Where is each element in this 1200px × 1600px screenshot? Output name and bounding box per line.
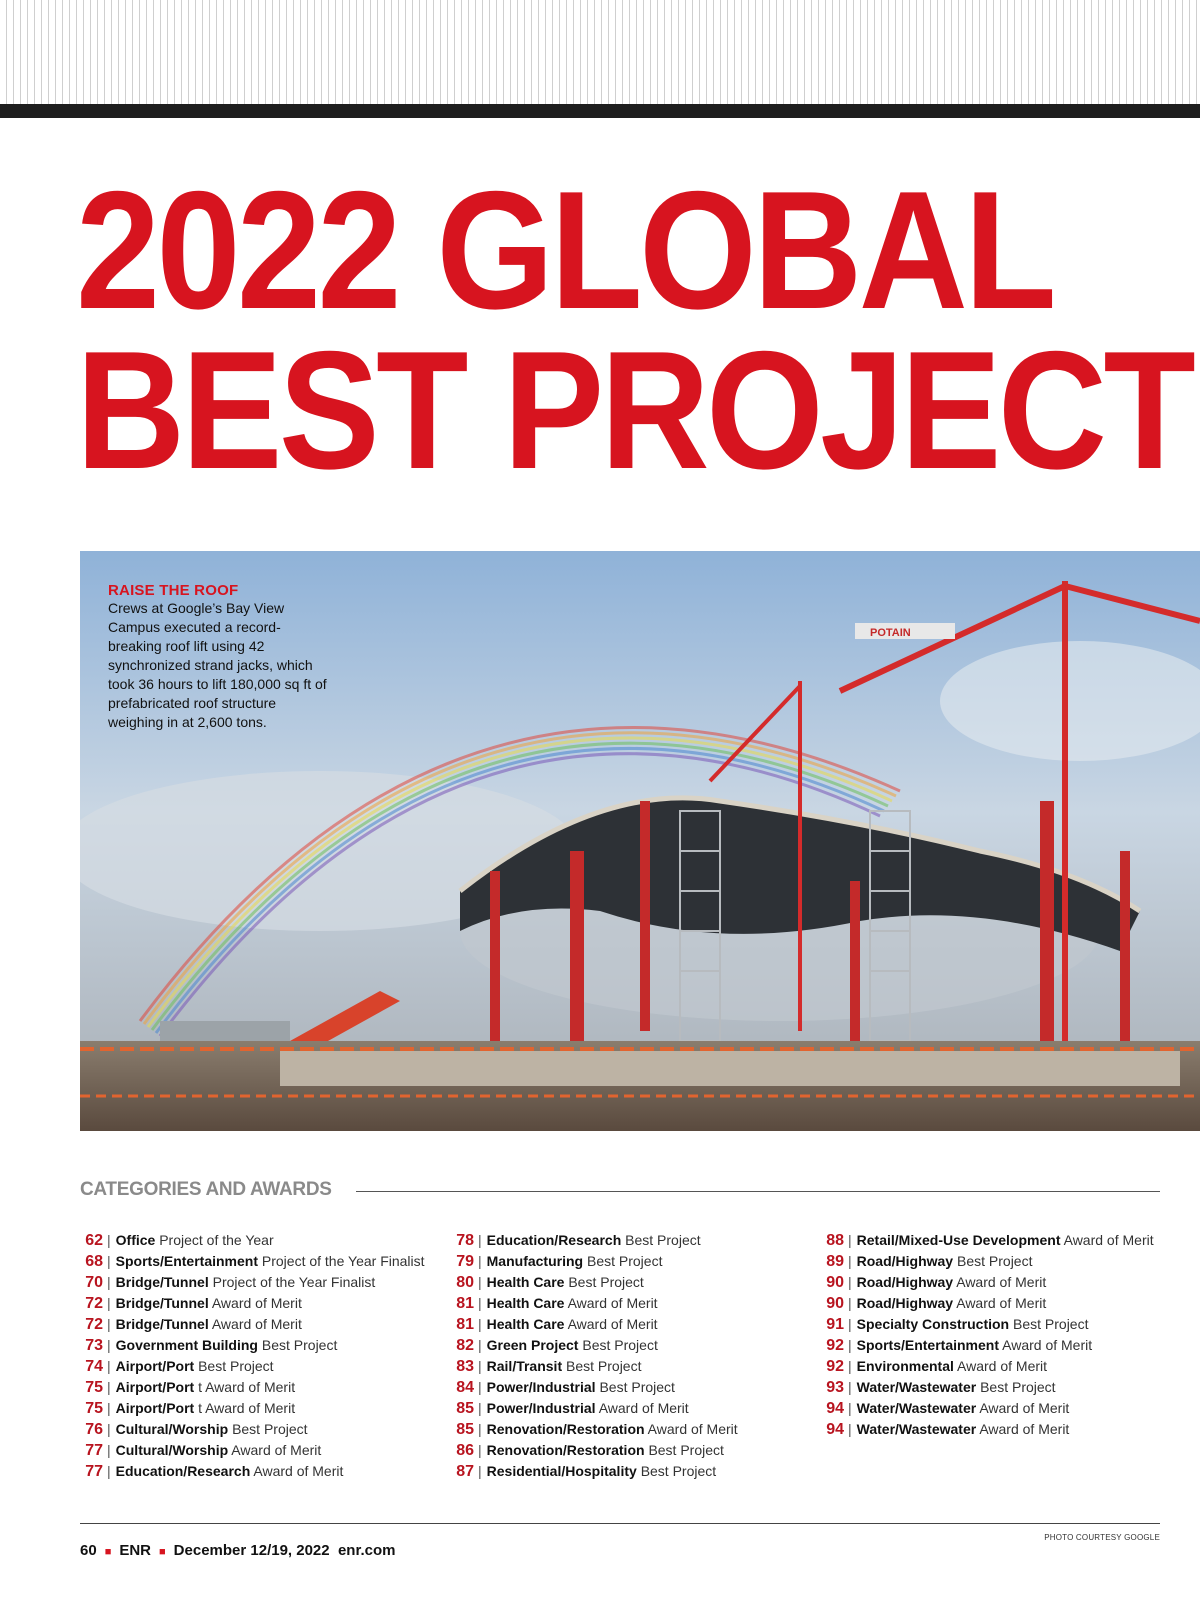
entry-page-number: 85 (456, 1421, 474, 1438)
entry-page-number: 84 (456, 1379, 474, 1396)
entry-separator: | (478, 1316, 482, 1332)
entry-award: Best Project (1013, 1316, 1089, 1332)
entry-category: Office (115, 1232, 156, 1248)
entry-page-number: 82 (456, 1337, 474, 1354)
entry-separator: | (848, 1274, 852, 1290)
entry-award: Best Project (261, 1337, 338, 1353)
entry-award: Best Project (198, 1358, 274, 1374)
entry-page-number: 75 (85, 1379, 103, 1396)
category-entry (79, 1314, 449, 1335)
entry-category: Specialty Construction (856, 1316, 1010, 1332)
entry-separator: | (478, 1379, 482, 1395)
category-entry (79, 1461, 449, 1482)
entry-award: Best Project (582, 1337, 658, 1353)
entry-award: Award of Merit (231, 1442, 322, 1458)
category-entry (450, 1251, 820, 1272)
entry-separator: | (848, 1421, 852, 1437)
entry-award: Award of Merit (647, 1421, 738, 1437)
entry-separator: | (107, 1379, 111, 1395)
category-entry (820, 1398, 1190, 1419)
category-entry (450, 1335, 820, 1356)
photo-caption (108, 582, 328, 732)
entry-page-number: 75 (85, 1400, 103, 1417)
entry-separator: | (107, 1232, 111, 1248)
entry-page-number: 79 (456, 1253, 474, 1270)
entry-page-number: 91 (826, 1316, 844, 1333)
entry-award: Award of Merit (1002, 1337, 1093, 1353)
separator-icon: ■ (159, 1546, 166, 1558)
entry-category: Health Care (486, 1295, 565, 1311)
entry-award: Award of Merit (979, 1400, 1070, 1416)
entry-award: Award of Merit (956, 1274, 1047, 1290)
entry-award: Award of Merit (598, 1400, 689, 1416)
footer-rule (80, 1523, 1160, 1524)
entry-page-number: 80 (456, 1274, 474, 1291)
category-entry (450, 1230, 820, 1251)
entry-page-number: 73 (85, 1337, 103, 1354)
entry-separator: | (107, 1442, 111, 1458)
category-entry (450, 1461, 820, 1482)
entry-category: Education/Research (115, 1463, 251, 1479)
page-folio (80, 1542, 396, 1559)
header-rule (0, 104, 1200, 118)
entry-separator: | (107, 1274, 111, 1290)
entry-category: Health Care (486, 1316, 565, 1332)
entry-award: Best Project (648, 1442, 724, 1458)
entry-page-number: 76 (85, 1421, 103, 1438)
entry-award: t Award of Merit (198, 1379, 296, 1395)
entry-separator: | (848, 1358, 852, 1374)
entry-page-number: 86 (456, 1442, 474, 1459)
entry-separator: | (107, 1400, 111, 1416)
entry-category: Cultural/Worship (115, 1442, 229, 1458)
entry-page-number: 93 (826, 1379, 844, 1396)
category-entry (450, 1398, 820, 1419)
caption-title: RAISE THE ROOF (108, 582, 239, 599)
entry-category: Green Project (486, 1337, 579, 1353)
entry-award: Best Project (957, 1253, 1033, 1269)
entry-category: Residential/Hospitality (486, 1463, 637, 1479)
category-entry (79, 1230, 449, 1251)
website-link[interactable]: enr.com (337, 1542, 396, 1559)
category-entry (79, 1377, 449, 1398)
entry-separator: | (107, 1316, 111, 1332)
entry-page-number: 94 (826, 1421, 844, 1438)
entry-category: Environmental (856, 1358, 954, 1374)
entry-category: Manufacturing (486, 1253, 584, 1269)
entry-category: Water/Wastewater (856, 1400, 977, 1416)
crane-brand-label: POTAIN (870, 627, 911, 639)
entry-page-number: 70 (85, 1274, 103, 1291)
category-entry (450, 1272, 820, 1293)
category-entry (820, 1272, 1190, 1293)
entry-separator: | (478, 1232, 482, 1248)
category-entry (450, 1419, 820, 1440)
category-entry (79, 1251, 449, 1272)
entry-category: Renovation/Restoration (486, 1421, 645, 1437)
entry-category: Bridge/Tunnel (115, 1295, 209, 1311)
entry-award: Best Project (566, 1358, 642, 1374)
entry-page-number: 83 (456, 1358, 474, 1375)
entry-separator: | (848, 1295, 852, 1311)
categories-column-3 (820, 1230, 1190, 1440)
entry-separator: | (848, 1232, 852, 1248)
headline-line-2: BEST PROJECT (76, 316, 1193, 504)
entry-page-number: 81 (456, 1316, 474, 1333)
entry-category: Road/Highway (856, 1253, 954, 1269)
caption-body: Crews at Google’s Bay View Campus executed a record-breaking roof lift using 42 synchronized strand jacks, which took 36 hours to lift 180,000 sq ft of prefabricated roof structure weighing in at 2,600 tons. (108, 600, 327, 730)
categories-column-1 (79, 1230, 449, 1482)
entry-category: Government Building (115, 1337, 258, 1353)
entry-category: Sports/Entertainment (856, 1337, 999, 1353)
entry-award: Best Project (625, 1232, 701, 1248)
headline-line-1: 2022 GLOBAL (76, 156, 1054, 344)
entry-page-number: 72 (85, 1316, 103, 1333)
entry-award: Award of Merit (957, 1358, 1048, 1374)
entry-category: Power/Industrial (486, 1400, 596, 1416)
entry-separator: | (478, 1274, 482, 1290)
publication-name: ENR (119, 1542, 152, 1559)
category-entry (450, 1314, 820, 1335)
category-entry (450, 1440, 820, 1461)
entry-category: Bridge/Tunnel (115, 1316, 209, 1332)
page-number: 60 (80, 1542, 97, 1559)
entry-award: t Award of Merit (198, 1400, 296, 1416)
entry-separator: | (107, 1358, 111, 1374)
category-entry (79, 1293, 449, 1314)
category-entry (79, 1398, 449, 1419)
entry-category: Retail/Mixed-Use Development (856, 1232, 1061, 1248)
entry-page-number: 92 (826, 1358, 844, 1375)
category-entry (79, 1272, 449, 1293)
entry-award: Best Project (568, 1274, 644, 1290)
entry-page-number: 94 (826, 1400, 844, 1417)
entry-separator: | (478, 1400, 482, 1416)
entry-category: Renovation/Restoration (486, 1442, 645, 1458)
entry-separator: | (107, 1337, 111, 1353)
entry-award: Best Project (586, 1253, 663, 1269)
category-entry (820, 1419, 1190, 1440)
category-entry (820, 1230, 1190, 1251)
entry-separator: | (848, 1400, 852, 1416)
entry-category: Sports/Entertainment (115, 1253, 258, 1269)
entry-page-number: 90 (826, 1274, 844, 1291)
entry-award: Award of Merit (1063, 1232, 1154, 1248)
entry-category: Bridge/Tunnel (115, 1274, 209, 1290)
category-entry (820, 1251, 1190, 1272)
categories-header (80, 1179, 1160, 1207)
category-entry (820, 1314, 1190, 1335)
entry-award: Project of the Year (159, 1232, 274, 1248)
entry-category: Power/Industrial (486, 1379, 596, 1395)
entry-separator: | (478, 1337, 482, 1353)
entry-page-number: 62 (85, 1232, 103, 1249)
entry-award: Award of Merit (211, 1295, 302, 1311)
entry-category: Airport/Port (115, 1358, 195, 1374)
category-entry (820, 1293, 1190, 1314)
entry-award: Project of the Year Finalist (261, 1253, 425, 1269)
issue-date: December 12/19, 2022 (173, 1542, 330, 1559)
entry-award: Award of Merit (567, 1295, 658, 1311)
entry-category: Education/Research (486, 1232, 622, 1248)
entry-category: Water/Wastewater (856, 1421, 977, 1437)
entry-separator: | (478, 1421, 482, 1437)
header-stripe-band (0, 0, 1200, 104)
entry-page-number: 92 (826, 1337, 844, 1354)
entry-separator: | (107, 1463, 111, 1479)
entry-page-number: 78 (456, 1232, 474, 1249)
entry-award: Award of Merit (253, 1463, 344, 1479)
entry-separator: | (848, 1316, 852, 1332)
entry-category: Cultural/Worship (115, 1421, 229, 1437)
entry-separator: | (478, 1442, 482, 1458)
entry-category: Road/Highway (856, 1274, 954, 1290)
entry-page-number: 85 (456, 1400, 474, 1417)
concrete-wall (280, 1051, 1180, 1086)
category-entry (79, 1419, 449, 1440)
entry-page-number: 81 (456, 1295, 474, 1312)
entry-award: Best Project (599, 1379, 675, 1395)
entry-page-number: 87 (456, 1463, 474, 1480)
entry-category: Road/Highway (856, 1295, 954, 1311)
entry-separator: | (848, 1253, 852, 1269)
entry-award: Award of Merit (567, 1316, 658, 1332)
category-entry (820, 1335, 1190, 1356)
entry-separator: | (478, 1253, 482, 1269)
page-headline (76, 156, 1193, 504)
entry-page-number: 72 (85, 1295, 103, 1312)
entry-separator: | (478, 1463, 482, 1479)
entry-award: Award of Merit (211, 1316, 302, 1332)
entry-separator: | (107, 1421, 111, 1437)
entry-category: Health Care (486, 1274, 565, 1290)
entry-separator: | (848, 1379, 852, 1395)
entry-award: Award of Merit (956, 1295, 1047, 1311)
categories-title: CATEGORIES AND AWARDS (80, 1179, 332, 1200)
entry-separator: | (478, 1295, 482, 1311)
entry-separator: | (107, 1295, 111, 1311)
category-entry (820, 1377, 1190, 1398)
entry-page-number: 77 (85, 1442, 103, 1459)
entry-separator: | (478, 1358, 482, 1374)
category-entry (79, 1440, 449, 1461)
categories-column-2 (450, 1230, 820, 1482)
category-entry (79, 1335, 449, 1356)
category-entry (450, 1377, 820, 1398)
entry-page-number: 68 (85, 1253, 103, 1270)
entry-separator: | (107, 1253, 111, 1269)
entry-category: Airport/Port (115, 1379, 195, 1395)
entry-award: Best Project (232, 1421, 308, 1437)
entry-award: Best Project (640, 1463, 717, 1479)
entry-page-number: 89 (826, 1253, 844, 1270)
category-entry (820, 1356, 1190, 1377)
entry-separator: | (848, 1337, 852, 1353)
entry-page-number: 74 (85, 1358, 103, 1375)
entry-category: Airport/Port (115, 1400, 195, 1416)
photo-credit: PHOTO COURTESY GOOGLE (1044, 1533, 1160, 1542)
category-entry (79, 1356, 449, 1377)
category-entry (450, 1293, 820, 1314)
entry-category: Rail/Transit (486, 1358, 563, 1374)
entry-category: Water/Wastewater (856, 1379, 977, 1395)
entry-page-number: 90 (826, 1295, 844, 1312)
entry-award: Award of Merit (979, 1421, 1070, 1437)
categories-rule (356, 1191, 1160, 1192)
entry-page-number: 77 (85, 1463, 103, 1480)
category-entry (450, 1356, 820, 1377)
entry-award: Project of the Year Finalist (212, 1274, 376, 1290)
entry-award: Best Project (980, 1379, 1056, 1395)
entry-page-number: 88 (826, 1232, 844, 1249)
separator-icon: ■ (104, 1546, 112, 1558)
